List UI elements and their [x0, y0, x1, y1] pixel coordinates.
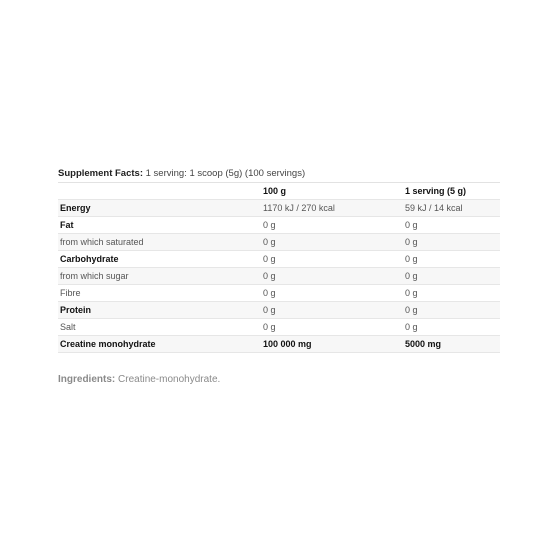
facts-serving-info: 1 serving: 1 scoop (5g) (100 servings) [143, 168, 306, 179]
ingredients-text: Creatine-monohydrate. [115, 374, 221, 385]
value-per-serving: 59 kJ / 14 kcal [401, 200, 500, 217]
value-per-100g: 0 g [259, 268, 401, 285]
table-header-row [58, 183, 500, 200]
supplement-facts-panel [58, 166, 500, 353]
value-per-serving: 0 g [401, 268, 500, 285]
nutrient-name: Salt [58, 319, 259, 336]
nutrient-name: Fat [58, 217, 259, 234]
value-per-serving: 5000 mg [401, 336, 500, 353]
table-row [58, 268, 500, 285]
value-per-100g: 0 g [259, 302, 401, 319]
table-row [58, 285, 500, 302]
facts-title-label: Supplement Facts: [58, 168, 143, 179]
value-per-100g: 0 g [259, 319, 401, 336]
value-per-100g: 1170 kJ / 270 kcal [259, 200, 401, 217]
nutrient-name: Fibre [58, 285, 259, 302]
nutrient-name: from which saturated [58, 234, 259, 251]
value-per-serving: 0 g [401, 234, 500, 251]
header-per-100g: 100 g [259, 183, 401, 200]
supplement-facts-title [58, 166, 500, 183]
header-per-serving: 1 serving (5 g) [401, 183, 500, 200]
value-per-serving: 0 g [401, 217, 500, 234]
nutrient-name: from which sugar [58, 268, 259, 285]
ingredients-line [58, 374, 220, 385]
value-per-serving: 0 g [401, 285, 500, 302]
value-per-100g: 0 g [259, 217, 401, 234]
value-per-100g: 100 000 mg [259, 336, 401, 353]
table-row [58, 319, 500, 336]
value-per-100g: 0 g [259, 251, 401, 268]
nutrient-name: Protein [58, 302, 259, 319]
value-per-100g: 0 g [259, 234, 401, 251]
header-nutrient [58, 183, 259, 200]
table-row [58, 217, 500, 234]
table-row [58, 251, 500, 268]
value-per-serving: 0 g [401, 319, 500, 336]
table-row [58, 234, 500, 251]
value-per-100g: 0 g [259, 285, 401, 302]
nutrition-table [58, 183, 500, 353]
table-row [58, 302, 500, 319]
ingredients-label: Ingredients: [58, 374, 116, 385]
nutrient-name: Energy [58, 200, 259, 217]
nutrient-name: Carbohydrate [58, 251, 259, 268]
nutrient-name: Creatine monohydrate [58, 336, 259, 353]
value-per-serving: 0 g [401, 302, 500, 319]
table-row [58, 200, 500, 217]
value-per-serving: 0 g [401, 251, 500, 268]
table-row [58, 336, 500, 353]
